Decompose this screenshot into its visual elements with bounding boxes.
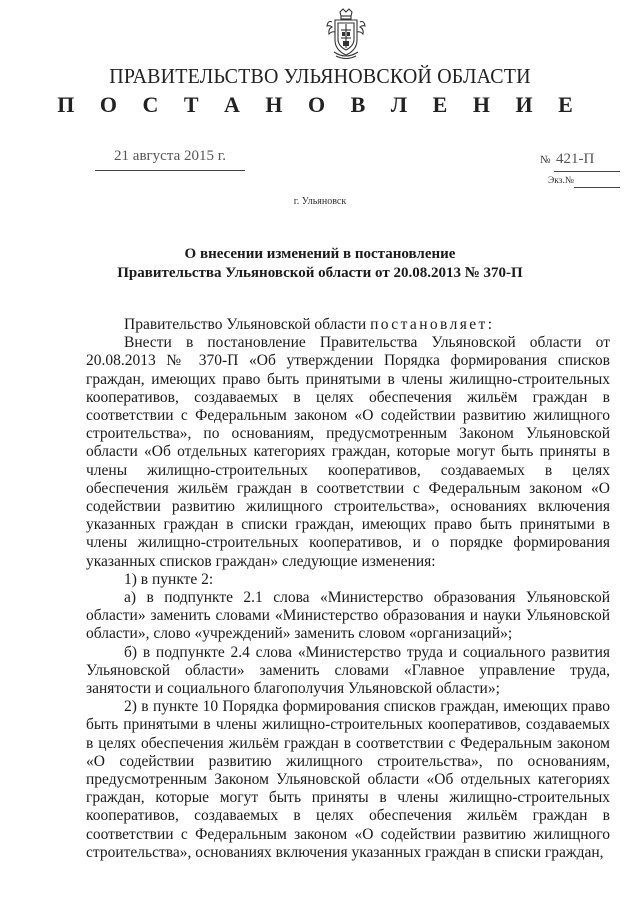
body-paragraph: а) в подпункте 2.1 слова «Министерство образования Ульяновской области» заменить словами «Министерство образования и науки Ульяновской области», слово «учреждений» заменить словом «организаций»; (86, 589, 610, 643)
date-field (95, 148, 245, 165)
intro-lead: Правительство Ульяновской области (124, 316, 371, 333)
government-title: ПРАВИТЕЛЬСТВО УЛЬЯНОВСКОЙ ОБЛАСТИ (109, 64, 531, 88)
number-field (540, 152, 620, 172)
intro-paragraph (86, 316, 610, 334)
heading-line-2: Правительства Ульяновской области от 20.08.2013 № 370-П (117, 265, 523, 281)
coat-of-arms-icon (326, 8, 366, 60)
date-underline (95, 170, 245, 171)
body-paragraph: 2) в пункте 10 Порядка формирования списков граждан, имеющих право быть принятыми в члены жилищно-строительных кооперативов, создаваемых в целях обеспечения жильём граждан в соответствии с Федеральным законом «О содействии развитию жилищного строительства», по основаниям, предусмотренным Законом Ульяновской области «Об отдельных категориях граждан, которые могут быть приняты в члены жилищно-строительных кооперативов, создаваемых в целях обеспечения жильём граждан в соответствии с Федеральным законом «О содействии развитию жилищного строительства», основаниях включения указанных граждан в списки граждан, (86, 698, 610, 861)
heading-line-1: О внесении изменений в постановление (184, 246, 456, 262)
copy-number-field (548, 176, 620, 190)
document-body (86, 316, 610, 862)
intro-resolves: постановляет: (370, 316, 495, 333)
document-type: П О С Т А Н О В Л Е Н И Е (57, 92, 583, 117)
number-sign: № (540, 154, 551, 166)
copy-number-label: Экз.№ (548, 176, 574, 186)
body-paragraph: Внести в постановление Правительства Ульяновской области от 20.08.2013 № 370-П «Об утверждении Порядка формирования списков граждан, имеющих право быть принятыми в члены жилищно-строительных кооперативов, создаваемых в целях обеспечения жильём граждан в соответствии с Федеральным законом «О содействии развитию жилищного строительства», по основаниям, предусмотренным Законом Ульяновской области «Об отдельных категориях граждан, которые могут быть приняты в члены жилищно-строительных кооперативов, создаваемых в целях обеспечения жильём граждан в соответствии с Федеральным законом «О содействии развитию жилищного строительства», основаниях включения указанных граждан в списки граждан, имеющих право быть принятыми в члены жилищно-строительных кооперативов, и о порядке формирования указанных списков граждан» следующие изменения: (86, 334, 610, 570)
body-paragraph: 1) в пункте 2: (124, 570, 214, 588)
document-heading (60, 245, 580, 283)
body-paragraph: б) в подпункте 2.4 слова «Министерство труда и социального развития Ульяновской области» заменить словами «Главное управление труда, занятости и социального благополучия Ульяновской области»; (86, 643, 610, 698)
date-value: 21 августа 2015 г. (114, 148, 226, 164)
number-underline (554, 171, 620, 172)
city-name: г. Ульяновск (293, 196, 347, 207)
copy-number-underline (574, 187, 620, 188)
number-value: 421-П (556, 151, 595, 167)
